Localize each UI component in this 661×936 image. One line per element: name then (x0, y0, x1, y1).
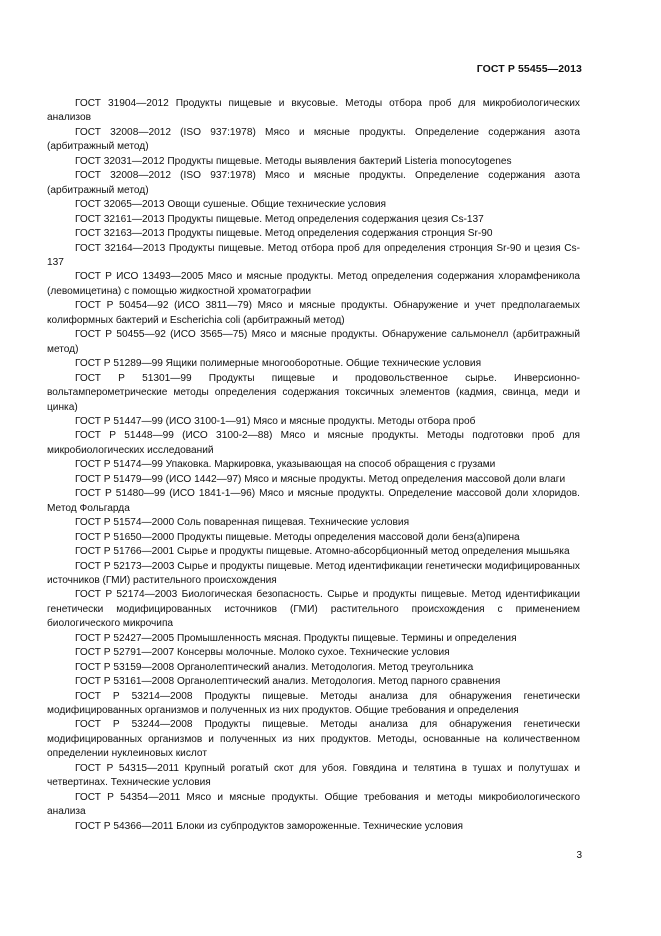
reference-entry: ГОСТ Р 53244—2008 Продукты пищевые. Методы анализа для обнаружения генетически модифицированных организмов и полученных из них продуктов. Методы, основанные на количественном определении нуклеиновых кислот (47, 719, 580, 760)
reference-entry: ГОСТ Р 53214—2008 Продукты пищевые. Методы анализа для обнаружения генетически модифицированных организмов и полученных из них продуктов. Общие требования и определения (47, 690, 580, 717)
reference-entry: ГОСТ Р 51474—99 Упаковка. Маркировка, указывающая на способ обращения с грузами (75, 459, 496, 471)
reference-entry: ГОСТ Р 52791—2007 Консервы молочные. Молоко сухое. Технические условия (75, 647, 450, 659)
reference-entry: ГОСТ Р 50454—92 (ИСО 3811—79) Мясо и мясные продукты. Обнаружение и учет предполагаемых колиформных бактерий и Escherichia coli (арбитражный метод) (47, 300, 580, 326)
reference-entry: ГОСТ Р 52427—2005 Промышленность мясная. Продукты пищевые. Термины и определения (75, 632, 517, 644)
reference-entry: ГОСТ Р 52173—2003 Сырье и продукты пищевые. Метод идентификации генетически модифицированных источников (ГМИ) растительного происхождения (47, 560, 580, 586)
reference-entry: ГОСТ Р 51447—99 (ИСО 3100-1—91) Мясо и мясные продукты. Методы отбора проб (75, 415, 476, 427)
reference-entry: ГОСТ Р 51479—99 (ИСО 1442—97) Мясо и мясные продукты. Метод определения массовой доли влаги (75, 473, 566, 485)
reference-entry: ГОСТ Р 51480—99 (ИСО 1841-1—96) Мясо и мясные продукты. Определение массовой доли хлоридов. Метод Фольгарда (47, 488, 580, 514)
reference-entry: ГОСТ Р 51766—2001 Сырье и продукты пищевые. Атомно-абсорбционный метод определения мышьяка (75, 546, 570, 558)
normative-references-list (47, 97, 580, 834)
reference-entry: ГОСТ Р 54354—2011 Мясо и мясные продукты. Общие требования и методы микробиологического анализа (47, 791, 580, 818)
reference-entry: ГОСТ Р 54366—2011 Блоки из субпродуктов замороженные. Технические условия (75, 820, 463, 832)
reference-entry: ГОСТ 32163—2013 Продукты пищевые. Метод определения содержания стронция Sr-90 (75, 228, 493, 240)
reference-entry: ГОСТ Р 51301—99 Продукты пищевые и продовольственное сырье. Инверсионно-вольтамперометрические методы определения содержания токсичных элементов (кадмия, свинца, меди и цинка) (47, 372, 580, 413)
reference-entry: ГОСТ Р 51448—99 (ИСО 3100-2—88) Мясо и мясные продукты. Методы подготовки проб для микробиологических исследований (47, 430, 580, 456)
reference-entry: ГОСТ Р 52174—2003 Биологическая безопасность. Сырье и продукты пищевые. Метод идентификации генетически модифицированных источников (ГМИ) растительного происхождения с применением биологического микрочипа (47, 589, 580, 630)
reference-entry: ГОСТ Р 53159—2008 Органолептический анализ. Методология. Метод треугольника (75, 661, 474, 673)
document-header: ГОСТ Р 55455—2013 (476, 63, 582, 75)
reference-entry: ГОСТ Р 53161—2008 Органолептический анализ. Методология. Метод парного сравнения (75, 676, 501, 688)
reference-entry: ГОСТ 32008—2012 (ISO 937:1978) Мясо и мясные продукты. Определение содержания азота (арбитражный метод) (47, 170, 580, 196)
reference-entry: ГОСТ 32008—2012 (ISO 937:1978) Мясо и мясные продукты. Определение содержания азота (арбитражный метод) (47, 126, 580, 153)
reference-entry: ГОСТ Р 51574—2000 Соль поваренная пищевая. Технические условия (75, 517, 410, 529)
reference-entry: ГОСТ Р 54315—2011 Крупный рогатый скот для убоя. Говядина и телятина в тушах и полутушах и четвертинах. Технические условия (47, 762, 580, 789)
reference-entry: ГОСТ 32161—2013 Продукты пищевые. Метод определения содержания цезия Cs-137 (75, 213, 484, 225)
reference-entry: ГОСТ 32031—2012 Продукты пищевые. Методы выявления бактерий Listeria monocytogenes (75, 155, 512, 167)
reference-entry: ГОСТ Р ИСО 13493—2005 Мясо и мясные продукты. Метод определения содержания хлорамфеникола (левомицетина) с помощью жидкостной хроматографии (47, 271, 580, 297)
reference-entry: ГОСТ Р 51650—2000 Продукты пищевые. Методы определения массовой доли бенз(а)пирена (75, 531, 520, 543)
reference-entry: ГОСТ 31904—2012 Продукты пищевые и вкусовые. Методы отбора проб для микробиологических анализов (47, 98, 580, 124)
page-number: 3 (576, 850, 582, 861)
reference-entry: ГОСТ Р 51289—99 Ящики полимерные многооборотные. Общие технические условия (75, 358, 482, 370)
reference-entry: ГОСТ Р 50455—92 (ИСО 3565—75) Мясо и мясные продукты. Обнаружение сальмонелл (арбитражный метод) (47, 329, 580, 355)
reference-entry: ГОСТ 32164—2013 Продукты пищевые. Метод отбора проб для определения стронция Sr-90 и цезия Cs-137 (47, 242, 580, 268)
reference-entry: ГОСТ 32065—2013 Овощи сушеные. Общие технические условия (75, 199, 386, 211)
